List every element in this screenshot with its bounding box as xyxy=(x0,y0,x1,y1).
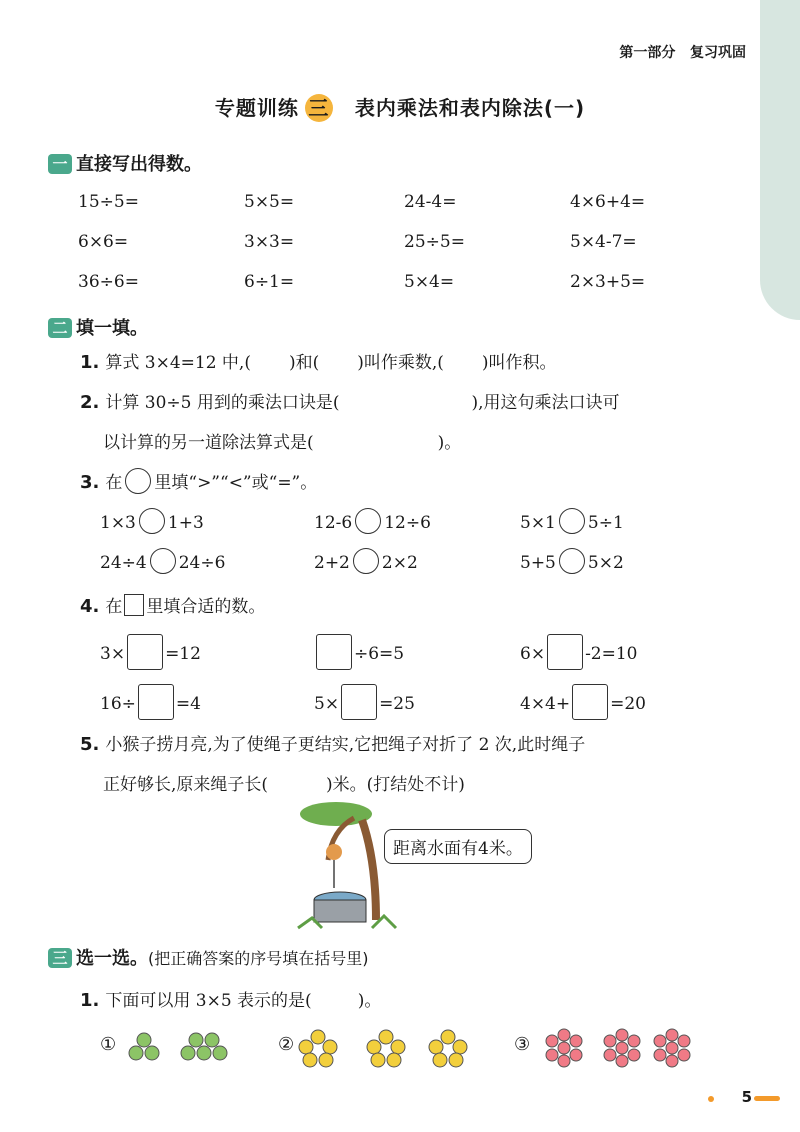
fill-item xyxy=(520,634,638,670)
answer-box[interactable] xyxy=(316,634,352,670)
compare-circle[interactable] xyxy=(559,508,585,534)
counter-dot xyxy=(558,1042,570,1054)
compare-circle[interactable] xyxy=(139,508,165,534)
q5-line2b: )米。(打结处不计) xyxy=(326,775,465,795)
compare-right: 2×2 xyxy=(381,553,418,573)
fill-item xyxy=(100,684,201,720)
counter-dot xyxy=(213,1046,227,1060)
q1-text-a: 算式 3×4=12 中,( xyxy=(105,353,251,373)
footer-dot xyxy=(708,1096,714,1102)
running-header xyxy=(619,42,746,62)
counter-dot xyxy=(628,1035,640,1047)
counter-dot xyxy=(379,1030,393,1044)
mental-item: 5×4-7= xyxy=(570,232,637,252)
side-tab xyxy=(760,0,800,320)
q1-text-b: )和( xyxy=(288,353,320,373)
answer-box[interactable] xyxy=(341,684,377,720)
fill-right: =12 xyxy=(165,644,201,664)
compare-left: 2+2 xyxy=(314,553,350,573)
monkey-icon xyxy=(326,844,342,860)
q2-text-d: )。 xyxy=(437,433,462,453)
fill-item xyxy=(520,684,646,720)
mental-item: 6×6= xyxy=(78,232,129,252)
compare-item xyxy=(100,508,204,534)
q5-line2a: 正好够长,原来绳子长( xyxy=(103,775,269,795)
question-number: 5. xyxy=(80,734,100,755)
counter-dot xyxy=(303,1053,317,1067)
fill-left: 6× xyxy=(520,644,546,664)
question-2 xyxy=(80,388,620,413)
q4-prompt-b: 里填合适的数。 xyxy=(146,597,266,617)
counter-dot xyxy=(558,1029,570,1041)
q2-text-c: 以计算的另一道除法算式是( xyxy=(103,433,314,453)
section3-subtitle: (把正确答案的序号填在括号里) xyxy=(148,949,369,968)
section3-title: 选一选。 xyxy=(76,948,148,969)
answer-box[interactable] xyxy=(572,684,608,720)
counter-dot xyxy=(367,1040,381,1054)
fill-item xyxy=(100,634,201,670)
question-number: 3. xyxy=(80,472,100,493)
section1-title: 直接写出得数。 xyxy=(76,154,202,175)
mental-item: 25÷5= xyxy=(404,232,465,252)
well-wall xyxy=(314,900,366,922)
counter-dot xyxy=(546,1049,558,1061)
footer-bar xyxy=(754,1096,780,1101)
counter-dot xyxy=(570,1035,582,1047)
choice-q1-text-a: 下面可以用 3×5 表示的是( xyxy=(105,991,312,1011)
q1-text-c: )叫作乘数,( xyxy=(357,353,444,373)
counter-dot xyxy=(570,1049,582,1061)
q2-text-a: 计算 30÷5 用到的乘法口诀是( xyxy=(105,393,340,413)
q5-line1: 小猴子捞月亮,为了使绳子更结实,它把绳子对折了 2 次,此时绳子 xyxy=(105,735,586,755)
counter-dot xyxy=(616,1042,628,1054)
compare-item xyxy=(100,548,225,574)
fill-right: -2=10 xyxy=(585,644,638,664)
compare-circle[interactable] xyxy=(355,508,381,534)
fill-left: 3× xyxy=(100,644,126,664)
fill-left: 16÷ xyxy=(100,694,136,714)
compare-circle[interactable] xyxy=(559,548,585,574)
counter-dot xyxy=(205,1033,219,1047)
section1-tag: 一 xyxy=(48,154,72,174)
counter-dot xyxy=(129,1046,143,1060)
fill-item xyxy=(314,634,404,670)
counter-dot xyxy=(371,1053,385,1067)
question-1 xyxy=(80,348,557,373)
answer-box[interactable] xyxy=(127,634,163,670)
counter-dot xyxy=(323,1040,337,1054)
fill-left: 5× xyxy=(314,694,340,714)
dot-groups xyxy=(0,1020,800,1080)
option1-dots xyxy=(129,1033,227,1060)
counter-dot xyxy=(666,1042,678,1054)
mental-item: 5×4= xyxy=(404,272,455,292)
counter-dot xyxy=(433,1053,447,1067)
compare-item xyxy=(314,548,418,574)
section3-tag: 三 xyxy=(48,948,72,968)
answer-box[interactable] xyxy=(547,634,583,670)
counter-dot xyxy=(429,1040,443,1054)
square-icon xyxy=(124,594,144,616)
counter-dot xyxy=(319,1053,333,1067)
counter-dot xyxy=(441,1030,455,1044)
fill-item xyxy=(314,684,415,720)
title-main: 表内乘法和表内除法(一) xyxy=(354,96,586,120)
q3-prompt-a: 在 xyxy=(105,473,123,493)
counter-dot xyxy=(197,1046,211,1060)
section2-tag: 二 xyxy=(48,318,72,338)
counter-dot xyxy=(453,1040,467,1054)
counter-dot xyxy=(181,1046,195,1060)
compare-right: 1+3 xyxy=(167,513,204,533)
choice-question-1 xyxy=(80,986,381,1011)
counter-dot xyxy=(189,1033,203,1047)
option2-dots xyxy=(299,1030,467,1067)
question-4 xyxy=(80,592,265,617)
question-5 xyxy=(80,730,585,755)
counter-dot xyxy=(666,1055,678,1067)
fill-left: 4×4+ xyxy=(520,694,571,714)
counter-dot xyxy=(616,1055,628,1067)
section3-heading xyxy=(48,944,369,970)
counter-dot xyxy=(449,1053,463,1067)
counter-dot xyxy=(678,1035,690,1047)
mental-item: 24-4= xyxy=(404,192,457,212)
mental-item: 6÷1= xyxy=(244,272,295,292)
compare-item xyxy=(520,548,624,574)
compare-left: 1×3 xyxy=(100,513,136,533)
question-number: 2. xyxy=(80,392,100,413)
counter-dot xyxy=(391,1040,405,1054)
header-part: 第一部分 xyxy=(619,45,676,61)
page-number: 5 xyxy=(741,1088,752,1106)
compare-circle[interactable] xyxy=(150,548,176,574)
counter-dot xyxy=(678,1049,690,1061)
question-number: 1. xyxy=(80,990,100,1011)
compare-item xyxy=(520,508,624,534)
q4-prompt-a: 在 xyxy=(105,597,123,617)
question-3 xyxy=(80,468,317,494)
mental-item: 15÷5= xyxy=(78,192,139,212)
option-label-2: ② xyxy=(278,1034,295,1055)
compare-left: 5×1 xyxy=(520,513,556,533)
compare-left: 12-6 xyxy=(314,513,353,533)
compare-right: 5×2 xyxy=(587,553,624,573)
answer-box[interactable] xyxy=(138,684,174,720)
fill-right: =25 xyxy=(379,694,415,714)
fill-right: =20 xyxy=(610,694,647,714)
speech-bubble: 距离水面有4米。 xyxy=(384,829,532,864)
section1-heading xyxy=(48,150,202,176)
compare-right: 24÷6 xyxy=(178,553,226,573)
circle-icon xyxy=(125,468,151,494)
compare-left: 5+5 xyxy=(520,553,556,573)
question-number: 4. xyxy=(80,596,100,617)
q3-prompt-b: 里填“>”“<”或“=”。 xyxy=(154,473,318,493)
compare-right: 12÷6 xyxy=(384,513,431,533)
counter-dot xyxy=(558,1055,570,1067)
header-section: 复习巩固 xyxy=(690,45,746,61)
option-label-3: ③ xyxy=(514,1034,531,1055)
counter-dot xyxy=(137,1033,151,1047)
question-number: 1. xyxy=(80,352,100,373)
counter-dot xyxy=(546,1035,558,1047)
fill-right: =4 xyxy=(175,694,201,714)
counter-dot xyxy=(654,1035,666,1047)
title-prefix: 专题训练 xyxy=(214,96,299,120)
counter-dot xyxy=(299,1040,313,1054)
choice-q1-text-b: )。 xyxy=(357,991,382,1011)
counter-dot xyxy=(604,1049,616,1061)
mental-item: 2×3+5= xyxy=(570,272,646,292)
compare-right: 5÷1 xyxy=(587,513,624,533)
option-label-1: ① xyxy=(100,1034,117,1055)
question-2-line2 xyxy=(103,428,461,453)
compare-circle[interactable] xyxy=(353,548,379,574)
counter-dot xyxy=(628,1049,640,1061)
mental-item: 3×3= xyxy=(244,232,295,252)
mental-item: 5×5= xyxy=(244,192,295,212)
title-number-badge: 三 xyxy=(305,94,333,122)
counter-dot xyxy=(311,1030,325,1044)
counter-dot xyxy=(145,1046,159,1060)
section2-heading xyxy=(48,314,148,340)
page-title xyxy=(0,92,800,122)
monkey-well-illustration xyxy=(292,800,402,934)
mental-item: 4×6+4= xyxy=(570,192,646,212)
section2-title: 填一填。 xyxy=(76,318,148,339)
q1-text-d: )叫作积。 xyxy=(481,353,557,373)
counter-dot xyxy=(604,1035,616,1047)
counter-dot xyxy=(387,1053,401,1067)
counter-dot xyxy=(654,1049,666,1061)
compare-item xyxy=(314,508,431,534)
counter-dot xyxy=(666,1029,678,1041)
fill-right: ÷6=5 xyxy=(354,644,405,664)
question-5-line2 xyxy=(103,770,465,795)
counter-dot xyxy=(616,1029,628,1041)
q2-text-b: ),用这句乘法口诀可 xyxy=(471,393,620,413)
compare-left: 24÷4 xyxy=(100,553,147,573)
mental-item: 36÷6= xyxy=(78,272,139,292)
option3-dots xyxy=(546,1029,690,1067)
